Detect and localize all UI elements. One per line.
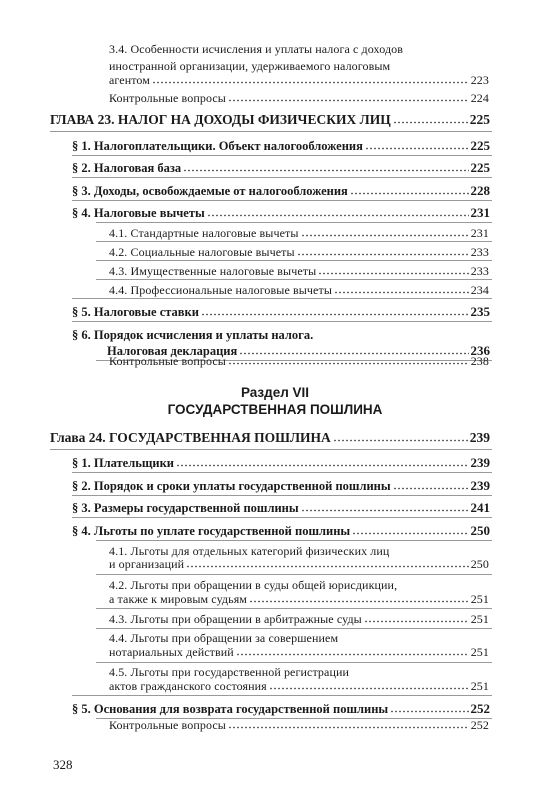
toc-section-label: Налоговая декларация: [107, 344, 238, 358]
toc-chapter-label: ГЛАВА 23. НАЛОГ НА ДОХОДЫ ФИЗИЧЕСКИХ ЛИЦ: [50, 112, 391, 127]
divider: [96, 662, 492, 663]
divider: [96, 574, 492, 575]
toc-entry-control-questions[interactable]: [109, 354, 489, 369]
leader-dots: [301, 234, 469, 237]
part-label: Раздел VII: [240, 385, 310, 400]
divider: [96, 222, 492, 223]
toc-subsection-23-4-2[interactable]: [109, 245, 489, 260]
toc-entry-label: а также к мировым судьям: [109, 592, 248, 606]
toc-subsection-23-4-3[interactable]: [109, 264, 489, 279]
toc-page-number: 225: [470, 160, 490, 175]
toc-section-23-6-line1: § 6. Порядок исчисления и уплаты налога.: [72, 328, 314, 342]
toc-subsection-24-4-4[interactable]: [109, 645, 489, 660]
toc-section-24-4[interactable]: [72, 523, 490, 539]
divider: [72, 155, 492, 156]
divider: [96, 260, 492, 261]
toc-entry-3-4-line1: 3.4. Особенности исчисления и уплаты налога с доходов: [109, 42, 404, 56]
leader-dots: [390, 710, 468, 713]
toc-section-label: § 4. Льготы по уплате государственной пошлины: [72, 524, 351, 538]
toc-page-number: 233: [470, 264, 489, 278]
divider: [72, 321, 492, 322]
toc-entry-label: нотариальных действий: [109, 645, 234, 659]
leader-dots: [236, 653, 469, 656]
toc-page-number: 231: [470, 226, 489, 240]
toc-section-23-4[interactable]: [72, 205, 490, 221]
toc-page-number: 239: [470, 478, 490, 493]
toc-section-label: § 5. Основания для возврата государственной пошлины: [72, 702, 389, 716]
toc-page-number: 239: [469, 430, 490, 445]
toc-section-label: § 3. Размеры государственной пошлины: [72, 501, 299, 515]
divider: [72, 695, 492, 696]
toc-section-24-2[interactable]: [72, 478, 490, 494]
divider: [96, 241, 492, 242]
toc-section-23-3[interactable]: [72, 183, 490, 199]
toc-page-number: 233: [470, 245, 489, 259]
toc-page-number: 252: [470, 718, 489, 732]
toc-section-label: § 1. Плательщики: [72, 456, 175, 470]
page-number: 328: [53, 757, 73, 772]
toc-page-number: 235: [470, 304, 490, 319]
divider: [72, 495, 492, 496]
toc-page-number: 251: [470, 612, 489, 626]
toc-subsection-24-4-4-line1: 4.4. Льготы при обращении за совершением: [109, 631, 339, 645]
toc-subsection-24-4-3[interactable]: [109, 612, 489, 627]
toc-section-label: § 3. Доходы, освобождаемые от налогообложения: [72, 184, 348, 198]
toc-subsection-24-4-5-line1: 4.5. Льготы при государственной регистрации: [109, 665, 350, 679]
leader-dots: [364, 620, 469, 623]
toc-section-23-5[interactable]: [72, 304, 490, 320]
leader-dots: [201, 313, 469, 316]
toc-page-number: 251: [470, 679, 489, 693]
toc-subsection-24-4-2-line1: 4.2. Льготы при обращении в суды общей юрисдикции,: [109, 578, 398, 592]
toc-entry-label: 4.3. Льготы при обращении в арбитражные суды: [109, 612, 362, 626]
leader-dots: [393, 121, 468, 124]
toc-page-number: 251: [470, 592, 489, 606]
toc-chapter-label: Глава 24. ГОСУДАРСТВЕННАЯ ПОШЛИНА: [50, 430, 331, 445]
leader-dots: [393, 487, 469, 490]
toc-entry-control-questions[interactable]: [109, 718, 489, 733]
toc-section-24-1[interactable]: [72, 455, 490, 471]
toc-page-number: 225: [469, 112, 490, 127]
toc-page-number: 250: [470, 557, 489, 571]
toc-entry-label: Контрольные вопросы: [109, 354, 226, 368]
toc-chapter-24[interactable]: [50, 430, 490, 446]
toc-section-label: § 2. Порядок и сроки уплаты государственной пошлины: [72, 479, 391, 493]
toc-entry-label: Контрольные вопросы: [109, 91, 226, 105]
leader-dots: [186, 565, 469, 568]
toc-section-23-1[interactable]: [72, 138, 490, 154]
leader-dots: [334, 291, 469, 294]
leader-dots: [350, 192, 469, 195]
toc-entry-label: и организаций: [109, 557, 185, 571]
toc-page-number: 250: [470, 523, 490, 538]
leader-dots: [269, 687, 469, 690]
toc-entry-label: 4.1. Стандартные налоговые вычеты: [109, 226, 299, 240]
leader-dots: [301, 509, 469, 512]
leader-dots: [352, 532, 468, 535]
toc-page-number: 231: [470, 205, 490, 220]
leader-dots: [365, 147, 469, 150]
toc-subsection-23-4-4[interactable]: [109, 283, 489, 298]
toc-page-number: 228: [470, 183, 490, 198]
toc-entry-label: 4.4. Профессиональные налоговые вычеты: [109, 283, 332, 297]
toc-entry-3-4[interactable]: [109, 73, 489, 88]
toc-entry-3-4-line2: иностранной организации, удерживаемого налоговым: [109, 59, 391, 73]
toc-page-number: 239: [470, 455, 490, 470]
part-title: ГОСУДАРСТВЕННАЯ ПОШЛИНА: [167, 402, 383, 417]
leader-dots: [176, 464, 468, 467]
toc-subsection-24-4-1[interactable]: [109, 557, 489, 572]
leader-dots: [228, 362, 469, 365]
leader-dots: [333, 439, 468, 442]
leader-dots: [152, 81, 469, 84]
toc-page-number: 252: [470, 701, 490, 716]
toc-entry-label: Контрольные вопросы: [109, 718, 226, 732]
toc-section-label: § 4. Налоговые вычеты: [72, 206, 205, 220]
divider: [72, 177, 492, 178]
toc-section-label: § 5. Налоговые ставки: [72, 305, 199, 319]
divider: [96, 628, 492, 629]
toc-entry-label: агентом: [109, 73, 150, 87]
toc-page-number: 225: [470, 138, 490, 153]
toc-entry-label: актов гражданского состояния: [109, 679, 267, 693]
divider: [72, 517, 492, 518]
divider: [96, 608, 492, 609]
divider: [50, 131, 492, 132]
toc-section-label: § 2. Налоговая база: [72, 161, 182, 175]
divider: [96, 279, 492, 280]
leader-dots: [318, 272, 468, 275]
toc-chapter-23[interactable]: [50, 112, 490, 128]
toc-page-number: 223: [470, 73, 489, 87]
divider: [50, 449, 492, 450]
divider: [72, 472, 492, 473]
toc-page-number: 224: [470, 91, 489, 105]
divider: [96, 540, 492, 541]
toc-subsection-23-4-1[interactable]: [109, 226, 489, 241]
toc-section-24-5[interactable]: [72, 701, 490, 717]
toc-page-number: 236: [470, 343, 490, 358]
leader-dots: [297, 253, 469, 256]
toc-subsection-24-4-1-line1: 4.1. Льготы для отдельных категорий физических лиц: [109, 544, 390, 558]
leader-dots: [249, 600, 469, 603]
toc-entry-control-questions[interactable]: [109, 91, 489, 106]
toc-entry-label: 4.2. Социальные налоговые вычеты: [109, 245, 295, 259]
leader-dots: [207, 214, 469, 217]
toc-section-24-3[interactable]: [72, 500, 490, 516]
toc-section-label: § 1. Налогоплательщики. Объект налогообложения: [72, 139, 363, 153]
toc-page-number: 251: [470, 645, 489, 659]
toc-subsection-24-4-2[interactable]: [109, 592, 489, 607]
toc-page-number: 238: [470, 354, 489, 368]
divider: [72, 298, 492, 299]
leader-dots: [228, 99, 469, 102]
leader-dots: [228, 726, 469, 729]
toc-section-23-2[interactable]: [72, 160, 490, 176]
divider: [72, 200, 492, 201]
toc-page-number: 241: [470, 500, 490, 515]
toc-page-number: 234: [470, 283, 489, 297]
toc-entry-label: 4.3. Имущественные налоговые вычеты: [109, 264, 317, 278]
leader-dots: [183, 169, 468, 172]
toc-subsection-24-4-5[interactable]: [109, 679, 489, 694]
